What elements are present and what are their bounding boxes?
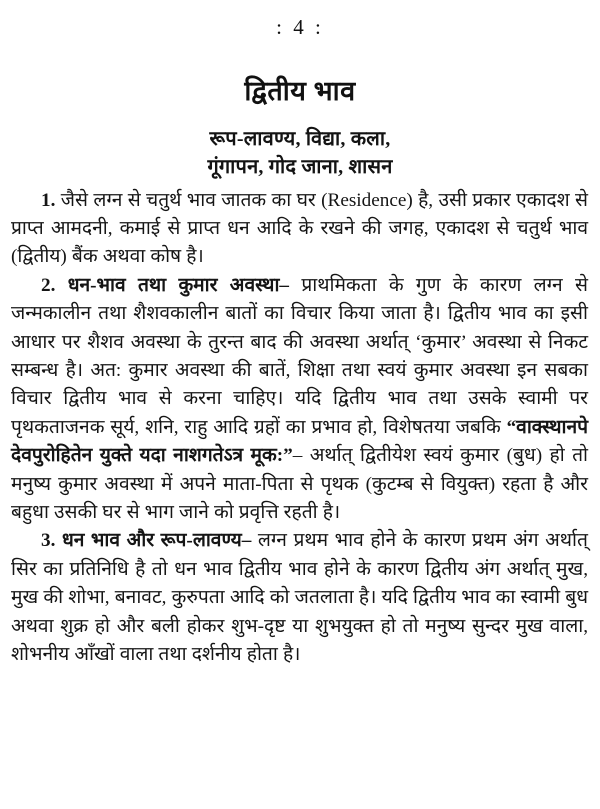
paragraph-3	[11, 527, 588, 669]
paragraph-3-text: लग्न प्रथम भाव होने के कारण प्रथम अंग अर्थात् सिर का प्रतिनिधि है तो धन भाव द्वितीय भाव होने के कारण द्वितीय अंग अर्थात् मुख, मुख की शोभा, बनावट, कुरुपता आदि को जतलाता है। यदि द्वितीय भाव का स्वामी बुध अथवा शुक्र हो और बली होकर शुभ-दृष्ट या शुभयुक्त हो तो मनुष्य सुन्दर मुख वाला, शोभनीय आँखों वाला तथा दर्शनीय होता है।	[11, 530, 588, 666]
paragraph-2-text-after-quote: – अर्थात् द्वितीयेश स्वयं कुमार (बुध) हो तो मनुष्य कुमार अवस्था में अपने माता-पिता से पृथक (कुटम्ब से वियुक्त) रहता है और बहुधा उसकी घर से भाग जाने को प्रवृत्ति रहती है।	[11, 445, 588, 523]
paragraph-2-heading: धन-भाव तथा कुमार अवस्था–	[67, 274, 290, 296]
paragraph-3-number: 3.	[41, 530, 56, 552]
paragraph-2-number: 2.	[41, 274, 56, 296]
sanskrit-quote: “वाक्स्थानपे देवपुरोहितेन युक्ते यदा नाशगतेऽत्र मूक:”	[11, 416, 588, 467]
paragraph-3-heading: धन भाव और रूप-लावण्य–	[61, 530, 252, 552]
body-text	[0, 187, 600, 670]
page-number: : 4 :	[276, 15, 324, 39]
paragraph-1-text: जैसे लग्न से चतुर्थ भाव जातक का घर (Residence) है, उसी प्रकार एकादश से प्राप्त आमदनी, कमाई से प्राप्त धन आदि के रखने की जगह, एकादश से चतुर्थ भाव (द्वितीय) बैंक अथवा कोष है।	[11, 189, 588, 268]
subtitle-line-1: रूप-लावण्य, विद्या, कला,	[209, 127, 391, 150]
chapter-subtitle	[0, 125, 600, 182]
subtitle-line-2: गूंगापन, गोद जाना, शासन	[207, 156, 393, 179]
paragraph-2	[11, 272, 588, 528]
paragraph-1	[11, 187, 588, 272]
chapter-title: द्वितीय भाव	[244, 76, 356, 106]
paragraph-1-number: 1.	[41, 189, 56, 211]
paragraph-2-text-before-quote: प्राथमिकता के गुण के कारण लग्न से जन्मकालीन तथा शैशवकालीन बातों का विचार किया जाता है। द्वितीय भाव का इसी आधार पर शैशव अवस्था के तुरन्त बाद की अवस्था अर्थात् ‘कुमार’ अवस्था से निकट सम्बन्ध है। अत: कुमार अवस्था की बातें, शिक्षा तथा स्वयं कुमार अवस्था इन सबका विचार द्वितीय भाव से करना चाहिए। यदि द्वितीय भाव तथा उसके स्वामी पर पृथकताजनक सूर्य, शनि, राहु आदि ग्रहों का प्रभाव हो, विशेषतया जबकि	[11, 274, 588, 438]
